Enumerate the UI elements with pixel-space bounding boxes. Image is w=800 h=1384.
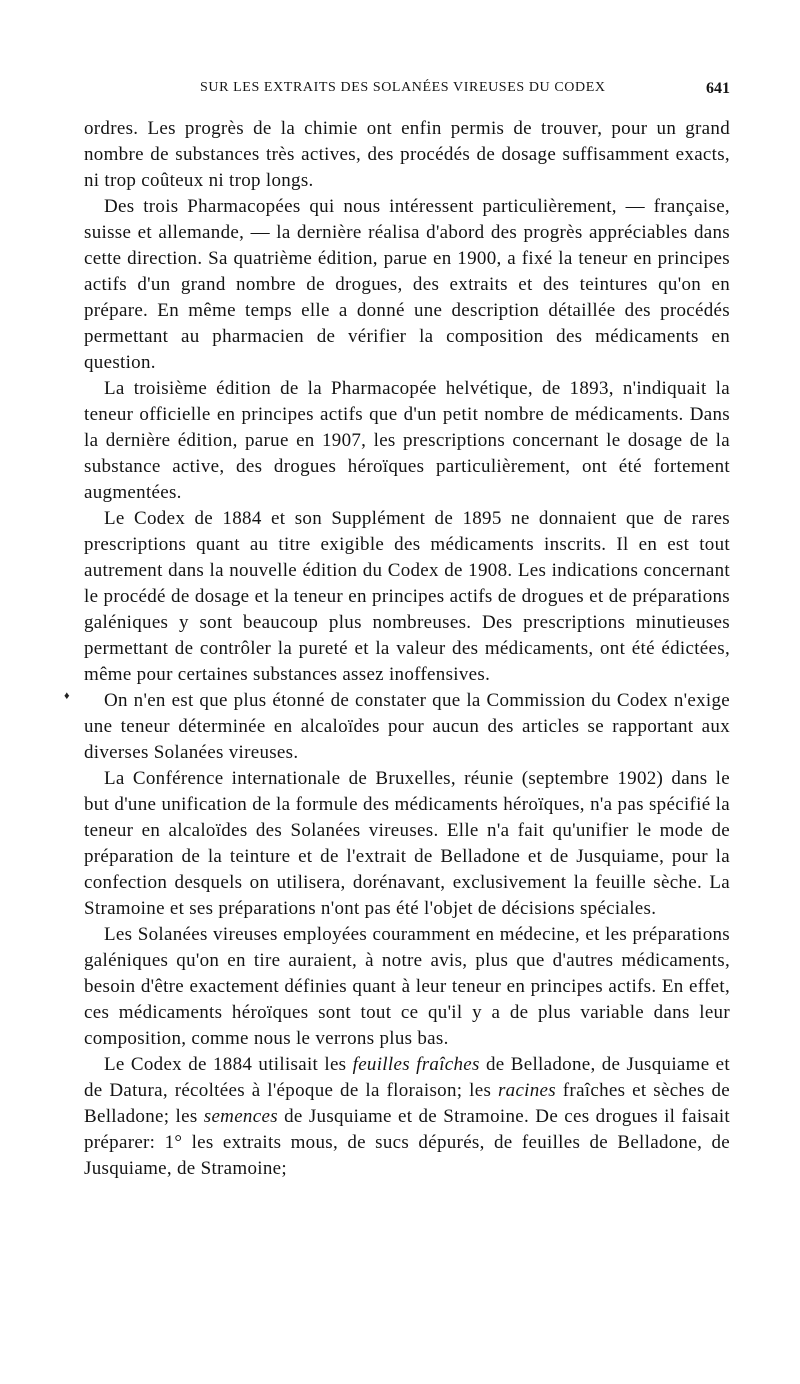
italic-term: feuilles fraîches <box>352 1054 480 1075</box>
paragraph-codex-drugs <box>84 1052 730 1182</box>
paragraph-codex-1884: Le Codex de 1884 et son Supplément de 1895 ne donnaient que de rares prescriptions quant au titre exigible des médicaments inscrits. Il en est tout autrement dans la nouvelle édition du Codex de 1908. Les indications concernant le procédé de dosage et la teneur en principes actifs de drogues et de préparations galéniques y sont beaucoup plus nombreuses. Des prescriptions minutieuses permettant de contrôler la pureté et la valeur des médicaments, ont été édictées, même pour certaines substances assez inoffensives. <box>84 508 730 685</box>
paragraph-continued: ordres. Les progrès de la chimie ont enfin permis de trouver, pour un grand nombre de substances très actives, des procédés de dosage suffisamment exacts, ni trop coûteux ni trop longs. <box>84 118 730 191</box>
text-segment: Le Codex de 1884 utilisait les <box>104 1054 353 1075</box>
paragraph-solanaceae: Les Solanées vireuses employées couramment en médecine, et les préparations galéniques qu'on en tire auraient, à notre avis, plus que d'autres médicaments, besoin d'être exactement définies quant à leur teneur en principes actifs. En effet, ces médicaments héroïques sont tout ce qu'il y a de plus variable dans leur composition, comme nous le verrons plus bas. <box>84 924 730 1049</box>
text-segment: de Belladone, de Jusquiame et de Datura, récoltées à l'époque de la floraison; les <box>84 1054 730 1101</box>
text-segment: fraîches et sèches de Belladone; les <box>84 1080 730 1127</box>
running-head <box>84 80 730 102</box>
body-text <box>84 116 730 1182</box>
paragraph-swiss-pharmacopoeia: La troisième édition de la Pharmacopée helvétique, de 1893, n'indiquait la teneur officielle en principes actifs que d'un petit nombre de médicaments. Dans la dernière édition, parue en 1907, les prescriptions concernant le dosage de la substance active, des drogues héroïques particulièrement, ont été fortement augmentées. <box>84 378 730 503</box>
paragraph-brussels-conference: La Conférence internationale de Bruxelles, réunie (septembre 1902) dans le but d'une unification de la formule des médicaments héroïques, n'a pas spécifié la teneur en alcaloïdes des Solanées vireuses. Elle n'a fait qu'unifier le mode de préparation de la teinture et de l'extrait de Belladone et de Jusquiame, pour la confection desquels on utilisera, dorénavant, exclusivement la feuille sèche. La Stramoine et ses préparations n'ont pas été l'objet de décisions spéciales. <box>84 768 730 919</box>
page-number: 641 <box>706 80 730 97</box>
italic-term: racines <box>497 1080 556 1101</box>
italic-term: semences <box>203 1106 278 1127</box>
paragraph-commission: On n'en est que plus étonné de constater que la Commission du Codex n'exige une teneur déterminée en alcaloïdes pour aucun des articles se rapportant aux diverses Solanées vireuses. <box>84 690 730 763</box>
running-title: SUR LES EXTRAITS DES SOLANÉES VIREUSES DU CODEX <box>200 80 606 95</box>
margin-mark-icon: ♦ <box>64 690 70 702</box>
text-segment: de Jusquiame et de Stramoine. De ces drogues il faisait préparer: 1° les extraits mous, de sucs dépurés, de feuilles de Belladone, de Jusquiame, de Stramoine; <box>84 1106 730 1179</box>
paragraph-three-pharmacopoeias: Des trois Pharmacopées qui nous intéressent particulièrement, — française, suisse et allemande, — la dernière réalisa d'abord des progrès appréciables dans cette direction. Sa quatrième édition, parue en 1900, a fixé la teneur en principes actifs d'un grand nombre de drogues, des extraits et des teintures qu'on en prépare. En même temps elle a donné une description détaillée des procédés permettant au pharmacien de vérifier la composition des médicaments en question. <box>84 196 730 373</box>
